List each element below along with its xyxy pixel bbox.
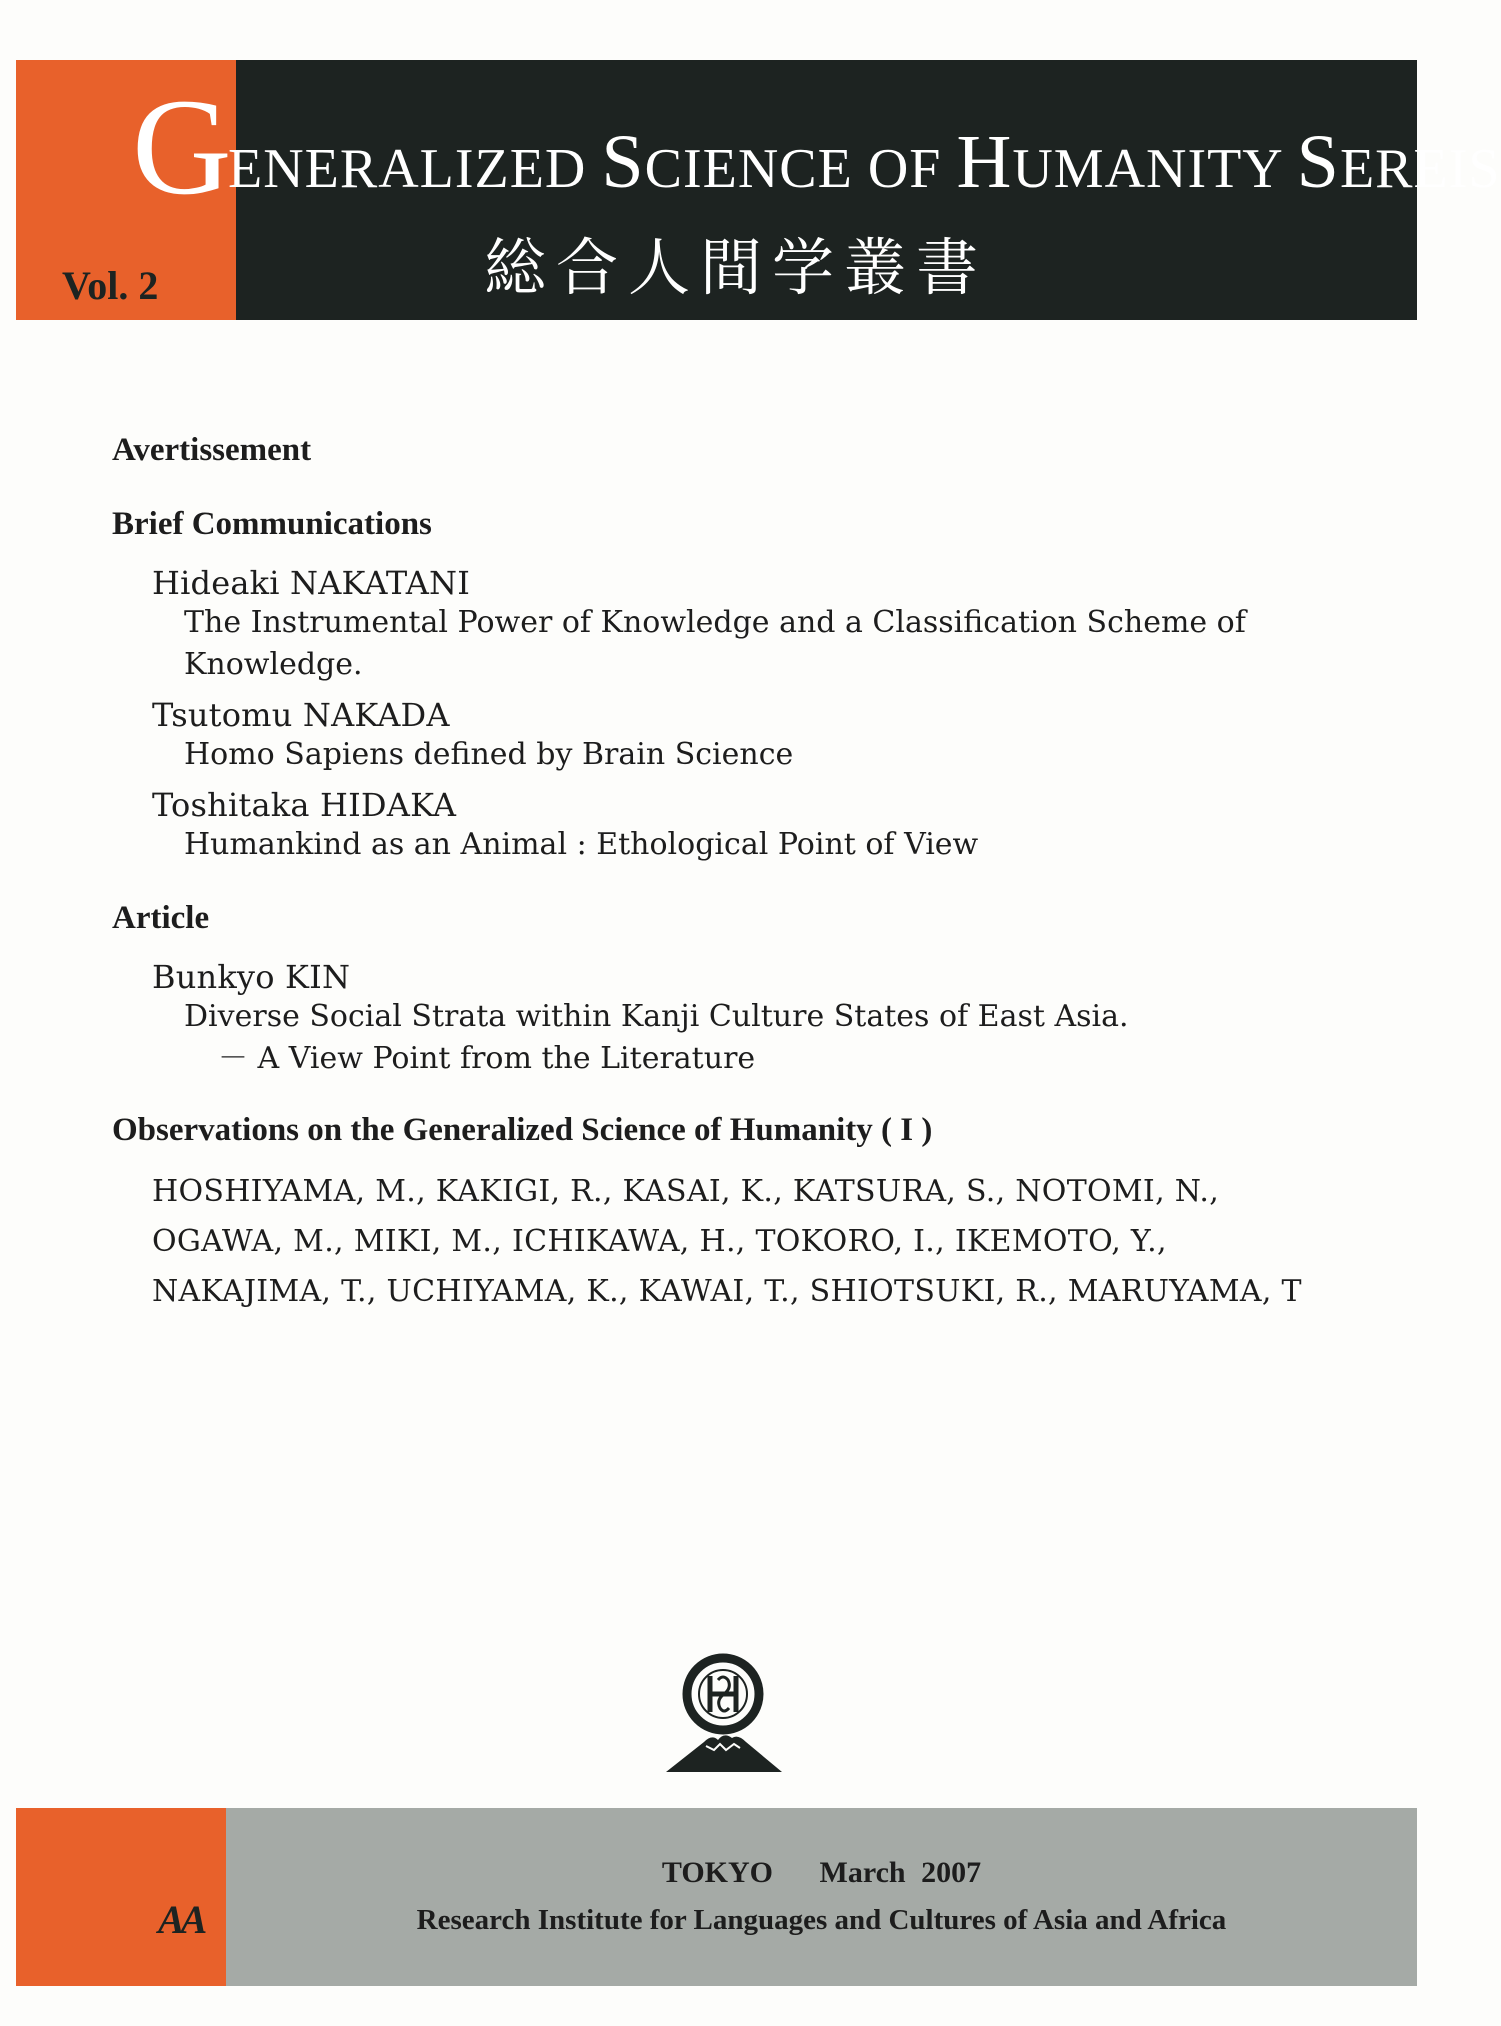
article-title: Diverse Social Strata within Kanji Culture States of East Asia. bbox=[184, 999, 1129, 1034]
publisher-name: Research Institute for Languages and Cultures of Asia and Africa bbox=[416, 1904, 1227, 1936]
article-subtitle: － A View Point from the Literature bbox=[218, 1041, 756, 1076]
article-author: Bunkyo KIN bbox=[152, 958, 351, 996]
observation-names-line-1: HOSHIYAMA, M., KAKIGI, R., KASAI, K., KATSURA, S., NOTOMI, N., bbox=[152, 1174, 1220, 1209]
gsh-emblem-icon bbox=[658, 1646, 788, 1776]
brief-title-1-line-1: The Instrumental Power of Knowledge and a Classification Scheme of bbox=[184, 605, 1246, 640]
article-heading: Article bbox=[112, 900, 210, 936]
series-title-initial: G bbox=[132, 70, 232, 223]
brief-title-1-line-2: Knowledge. bbox=[184, 647, 363, 682]
brief-title-2: Homo Sapiens defined by Brain Science bbox=[184, 737, 794, 772]
observation-names-line-2: OGAWA, M., MIKI, M., ICHIKAWA, H., TOKORO, I., IKEMOTO, Y., bbox=[152, 1224, 1167, 1259]
place-date: TOKYO March 2007 bbox=[661, 1856, 982, 1889]
avertissement-heading: Avertissement bbox=[112, 432, 312, 468]
observation-names-line-3: NAKAJIMA, T., UCHIYAMA, K., KAWAI, T., SHIOTSUKI, R., MARUYAMA, T bbox=[152, 1274, 1302, 1309]
series-title-japanese: 総合人間学叢書 bbox=[484, 231, 989, 304]
publisher-mark: AA bbox=[158, 1897, 204, 1942]
observations-heading: Observations on the Generalized Science of Humanity ( I ) bbox=[112, 1112, 933, 1148]
brief-communications-heading: Brief Communications bbox=[112, 506, 432, 542]
brief-author-3: Toshitaka HIDAKA bbox=[152, 786, 457, 824]
series-title: ENERALIZED SCIENCE OF HUMANITY SEREIS bbox=[228, 120, 1501, 204]
brief-author-1: Hideaki NAKATANI bbox=[152, 564, 471, 602]
volume-label: Vol. 2 bbox=[62, 263, 159, 308]
footer-gray-band bbox=[226, 1808, 1417, 1986]
brief-author-2: Tsutomu NAKADA bbox=[152, 696, 450, 734]
brief-title-3: Humankind as an Animal : Ethological Point of View bbox=[184, 827, 979, 862]
